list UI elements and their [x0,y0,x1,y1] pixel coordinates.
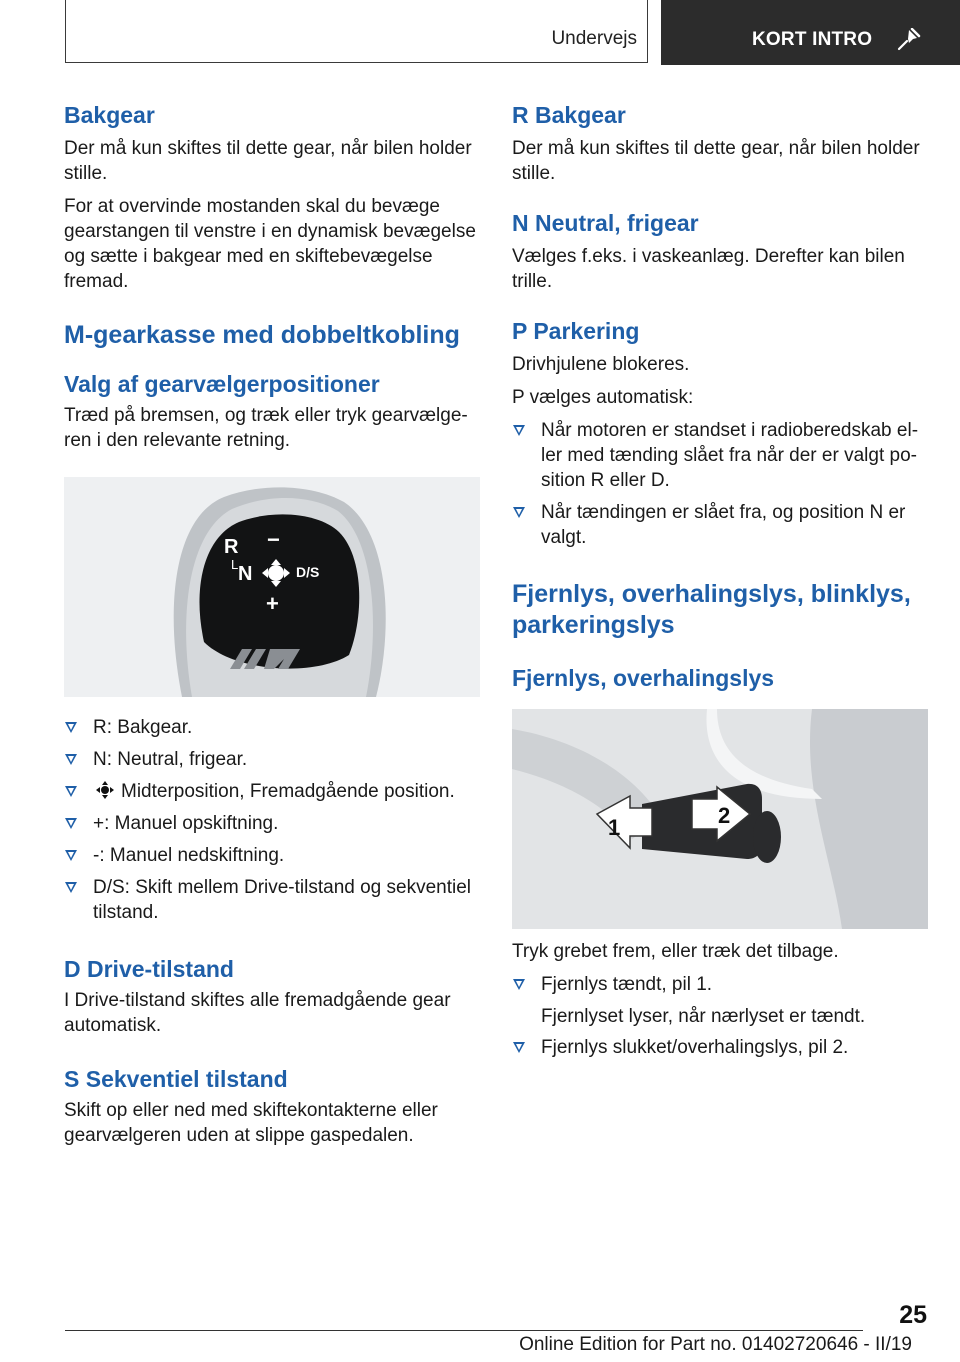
header-tab-label: KORT INTRO [752,29,873,50]
drive-paragraph: I Drive-tilstand skiftes alle fremadgående gear automatisk. [64,990,451,1036]
light-stalk-figure [512,709,928,929]
list-item: Midterposition, Fremadgående position. [64,779,480,804]
knob-label-n: N [238,563,253,585]
header-tab[interactable] [661,0,960,65]
stalk-arrow-2-label: 2 [718,803,731,828]
triangle-bullet-icon [513,507,525,518]
heading-sekventiel: S Sekventiel tilstand [64,1066,288,1092]
triangle-bullet-icon [65,722,77,733]
list-item: Når tændingen er slået fra, og position N er valgt. [512,500,928,550]
sekventiel-paragraph: Skift op eller ned med skiftekontakterne eller gearvælgeren uden at slippe gaspedalen. [64,1100,438,1146]
fjernlys-list [512,972,928,1060]
pin-icon [897,28,923,52]
knob-label-l: L [231,557,239,572]
stalk-arrow-1-label: 1 [608,815,621,840]
bakgear-paragraph-2: For at overvinde mostanden skal du bevæge gearstangen til venstre i en dynamisk bevægelse og sætte i bakgear med en skiftebevægelse fremad. [64,196,476,292]
triangle-bullet-icon [513,425,525,436]
list-item: Fjernlys tændt, pil 1. Fjernlyset lyser, når nærlyset er tændt. [512,972,928,1029]
fjernlys-note: Fjernlyset lyser, når nærlyset er tændt. [541,1006,866,1027]
list-item: -: Manuel nedskiftning. [64,843,480,868]
gear-knob-figure [64,477,480,697]
triangle-bullet-icon [65,818,77,829]
list-item: Når motoren er standset i radioberedskab el-ler med tænding slået fra når der er valgt po-sition R eller D. [512,418,928,493]
list-item: D/S: Skift mellem Drive-tilstand og sekventiel tilstand. [64,875,480,925]
triangle-bullet-icon [65,786,77,797]
heading-drive: D Drive-tilstand [64,956,234,982]
triangle-bullet-icon [513,979,525,990]
knob-label-plus: + [266,591,279,616]
triangle-bullet-icon [65,882,77,893]
heading-parkering: P Parkering [512,318,640,344]
list-item: N: Neutral, frigear. [64,747,480,772]
footer-edition: Online Edition for Part no. 01402720646 - II/19 [519,1334,912,1355]
bakgear-paragraph-1: Der må kun skiftes til dette gear, når bilen holder stille. [64,138,472,184]
gear-position-list [64,715,480,925]
heading-lights: Fjernlys, overhalingslys, blinklys, parkeringslys [512,580,911,639]
parkering-paragraph-1: Drivhjulene blokeres. [512,354,690,375]
knob-label-ds: D/S [296,564,320,580]
list-item: R: Bakgear. [64,715,480,740]
heading-neutral: N Neutral, frigear [512,210,699,236]
heading-bakgear: Bakgear [64,102,155,128]
heading-r-bakgear: R Bakgear [512,102,626,128]
triangle-bullet-icon [65,754,77,765]
heading-m-gearkasse: M-gearkasse med dobbeltkobling [64,321,460,349]
page-number: 25 [899,1301,927,1329]
right-column [512,100,928,1067]
list-item: Fjernlys slukket/overhalingslys, pil 2. [512,1035,928,1060]
knob-label-minus: − [267,527,280,552]
valg-paragraph: Træd på bremsen, og træk eller tryk gearvælge-ren i den relevante retning. [64,405,468,451]
neutral-paragraph: Vælges f.eks. i vaskeanlæg. Derefter kan bilen trille. [512,246,905,292]
knob-label-r: R [224,536,239,558]
light-stalk-illustration [512,709,928,929]
left-column [64,100,480,1148]
footer-divider [65,1330,863,1331]
stalk-paragraph: Tryk grebet frem, eller træk det tilbage. [512,941,839,962]
parkering-paragraph-2: P vælges automatisk: [512,387,694,408]
list-item: +: Manuel opskiftning. [64,811,480,836]
triangle-bullet-icon [65,850,77,861]
center-position-icon [95,780,115,800]
triangle-bullet-icon [513,1042,525,1053]
r-bakgear-paragraph: Der må kun skiftes til dette gear, når bilen holder stille. [512,138,920,184]
heading-valg: Valg af gearvælgerpositioner [64,371,380,397]
gear-knob-illustration [64,477,480,697]
header-section-title: Undervejs [551,28,637,49]
parkering-list [512,418,928,550]
heading-fjernlys: Fjernlys, overhalingslys [512,665,775,691]
